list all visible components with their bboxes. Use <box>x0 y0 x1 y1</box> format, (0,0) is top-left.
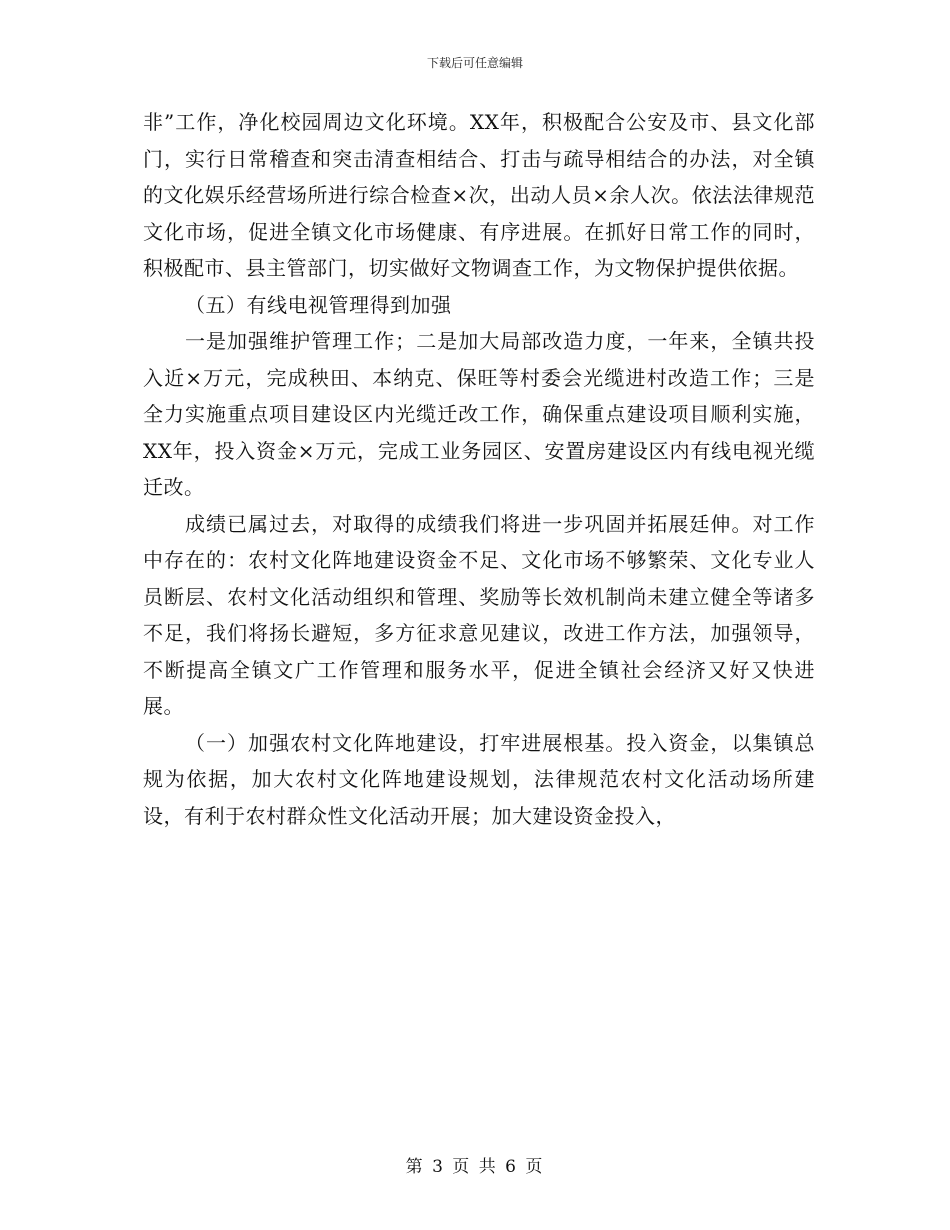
page-header: 下载后可任意编辑 <box>426 56 523 70</box>
document-body <box>143 104 815 834</box>
paragraph: （一）加强农村文化阵地建设，打牢进展根基。投入资金，以集镇总规为依据，加大农村文化阵地建设规划，法律规范农村文化活动场所建设，有利于农村群众性文化活动开展；加大建设资金投入， <box>143 730 815 828</box>
section-heading: （五）有线电视管理得到加强 <box>185 292 452 317</box>
page-number: 第 3 页 共 6 页 <box>405 1157 545 1177</box>
paragraph: 一是加强维护管理工作；二是加大局部改造力度，一年来，全镇共投入近×万元，完成秧田、本纳克、保旺等村委会光缆进村改造工作；三是全力实施重点项目建设区内光缆迁改工作，确保重点建设项目顺利实施，XX年，投入资金×万元，完成工业务园区、安置房建设区内有线电视光缆迁改。 <box>143 329 815 499</box>
paragraph: 成绩已属过去，对取得的成绩我们将进一步巩固并拓展廷伸。对工作中存在的：农村文化阵地建设资金不足、文化市场不够繁荣、文化专业人员断层、农村文化活动组织和管理、奖励等长效机制尚未建立健全等诸多不足，我们将扬长避短，多方征求意见建议，改进工作方法，加强领导，不断提高全镇文广工作管理和服务水平，促进全镇社会经济又好又快进展。 <box>143 511 815 718</box>
paragraph: 非”工作，净化校园周边文化环境。XX年，积极配合公安及市、县文化部门，实行日常稽查和突击清查相结合、打击与疏导相结合的办法，对全镇的文化娱乐经营场所进行综合检查×次，出动人员×余人次。依法法律规范文化市场，促进全镇文化市场健康、有序进展。在抓好日常工作的同时，积极配市、县主管部门，切实做好文物调查工作，为文物保护提供依据。 <box>143 110 815 280</box>
